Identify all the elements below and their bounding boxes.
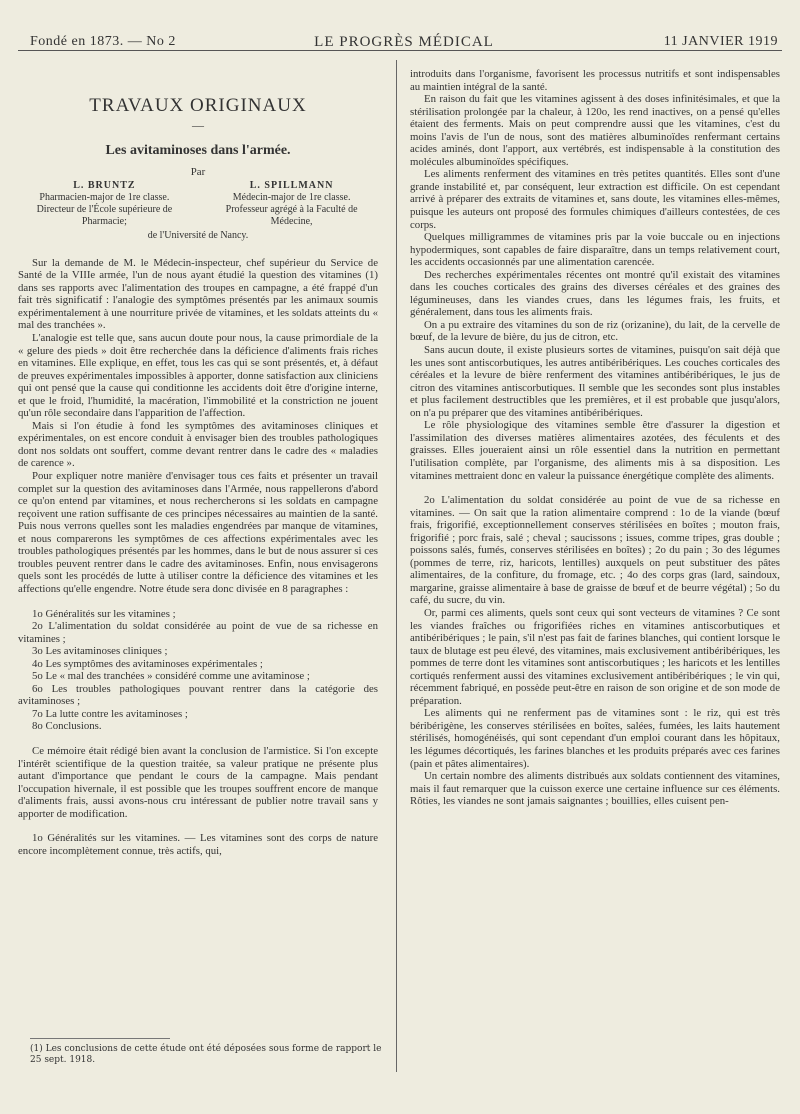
paragraph: L'analogie est telle que, sans aucun doute pour nous, la cause primordiale de la « gelure des pieds » doit être recherchée dans la déficience d'aliments frais riches en vitamines. Elle explique, en effet, tous les cas qui se sont présentés, et, à défaut de preuves expérimentales impossibles à apporter, donne satisfaction aux cliniciens qui ont pensé que la cause qui conditionne les accidents doit être d'origine interne, et que le froid, l'humidité, la macération, l'immobilité et la constriction ne jouent qu'un rôle secondaire dans l'apparition de l'affection. <box>18 332 378 420</box>
paragraph: Les aliments renferment des vitamines en très petites quantités. Elles sont d'une grande instabilité et, par conséquent, leur extraction est difficile. On est cependant arrivé à préparer des extraits de vitamines et, sans doute, les vitamines elles-mêmes, puisque les auteurs ont proposé des formules chimiques d'ailleurs contestées, de ces corps. <box>410 168 780 231</box>
authors <box>18 180 378 228</box>
section-dash: — <box>192 117 204 132</box>
footnote-rule <box>30 1038 170 1039</box>
list-item: 3o Les avitaminoses cliniques ; <box>32 645 168 658</box>
author-name: L. BRUNTZ <box>73 180 136 192</box>
paragraph: Le rôle physiologique des vitamines semble être d'assurer la digestion et l'assimilation des diverses matières alimentaires azotées, des féculents et des graisses. Elles joueraient ainsi un rôle essentiel dans la nutrition en permettant l'utilisation complète, par l'organisme, des aliments mis à sa disposition. Les vitamines mettraient donc en valeur la puissance énergétique complète des aliments. <box>410 419 780 482</box>
outline-list <box>18 608 378 733</box>
paragraph: Quelques milligrammes de vitamines pris par la voie buccale ou en injections hypodermiques, sont capables de faire disparaître, dans un temps relativement court, les accidents occasionnés par une alimentation carencée. <box>410 231 780 269</box>
header-rule <box>18 50 782 51</box>
author-title: Professeur agrégé à la Faculté de Médecine, <box>225 204 358 228</box>
paragraph: Sur la demande de M. le Médecin-inspecteur, chef supérieur du Service de Santé de la VIIIe armée, l'un de nous ayant étudié la question des vitamines (1) dans ses rapports avec l'alimentation des troupes en campagne, a été frappé d'un fait très significatif : l'analogie des symptômes présentés par les animaux soumis expérimentalement à une nourriture privée de vitamines, et les soldats atteints du « mal des tranchées ». <box>18 256 378 332</box>
paragraph: Des recherches expérimentales récentes ont montré qu'il existait des vitamines dans les couches corticales des grains des diverses céréales et des graines des légumineuses, dans les viandes crues, dans les légumes frais, les fruits, et généralement, dans tous les aliments frais. <box>410 268 780 319</box>
paragraph: Mais si l'on étudie à fond les symptômes des avitaminoses cliniques et expérimentales, on est encore conduit à envisager bien des troubles pathologiques dont nos soldats ont souffert, comme devant rentrer dans le cadre des « maladies de carence ». <box>18 419 378 470</box>
author-title: Pharmacien-major de 1re classe. <box>39 192 170 204</box>
list-item: 5o Le « mal des tranchées » considéré comme une avitaminose ; <box>32 670 310 683</box>
author-title: Directeur de l'École supérieure de Pharmacie; <box>36 204 173 228</box>
list-item: 8o Conclusions. <box>32 720 102 733</box>
paragraph: Les aliments qui ne renferment pas de vitamines sont : le riz, qui est très béribérigène, les conserves stérilisées en boîtes, salées, fumées, les laits hautement stérilisés, homogénéisés, qui sont cependant d'un emploi courant dans les hôpitaux, les légumes décortiqués, les farines blanches et les produits préparés avec ces farines (pain et pâtes alimentaires). <box>410 707 780 770</box>
paragraph: En raison du fait que les vitamines agissent à des doses infinitésimales, et que la stérilisation prolongée par la chaleur, à 120o, les rend inactives, on a pensé qu'elles étaient des ferments. Mais on peut comprendre aussi que les vitamines, c'est du moins l'avis de l'un de nous, sont des matières albuminoïdes renfermant certains acides aminés, dont l'apport, aux vertébrés, est indispensable à la constitution des molécules albuminoïdes spécifiques. <box>410 93 780 168</box>
right-column <box>410 68 780 808</box>
university: de l'Université de Nancy. <box>147 230 249 242</box>
author-title: Médecin-major de 1re classe. <box>232 192 351 204</box>
paragraph: Un certain nombre des aliments distribués aux soldats contiennent des vitamines, mais il faut remarquer que la cuisson exerce une certaine influence sur ces éléments. Rôties, les viandes ne sont jamais saignantes ; bouillies, elles cuisent pen- <box>410 770 780 808</box>
footnote: (1) Les conclusions de cette étude ont été déposées sous forme de rapport le 25 sept. 1918. <box>30 1044 382 1065</box>
paragraph: Sans aucun doute, il existe plusieurs sortes de vitamines, puisqu'on sait déjà que les unes sont antiscorbutiques, les autres antibéribériques. Les couches corticales des céréales et la levure de bière renferment des vitamines antibéribériques, le jus de citron des vitamines antiscorbutiques. Il semble que les secondes sont plus instables et plus facilement destructibles que les premières, et il est probable que jusqu'alors, on n'a pu préparer que des vitamines antibéribériques. <box>410 344 780 419</box>
author-spillmann <box>205 180 378 228</box>
author-name: L. SPILLMANN <box>249 180 334 192</box>
paragraph: Or, parmi ces aliments, quels sont ceux qui sont vecteurs de vitamines ? Ce sont les viandes fraîches ou frigorifiées riches en vitamines antiscorbutiques et antibéribériques ; le pain, s'il n'est pas fait de farines blanches, qui contient lorsque le taux de blutage est peu élevé, des vitamines, mais exclusivement antibéribériques, les pommes de terre dont les vitamines sont antiscorbutiques ; les haricots et les lentilles cortiqués renferment aussi des vitamines exclusivement antibéribériques ; le vin qui, récemment fabriqué, en possède peut-être en raison de son origine et de son mode de préparation. <box>410 606 780 707</box>
paragraph: introduits dans l'organisme, favorisent les processus nutritifs et sont indispensables au maintien intégral de la santé. <box>410 68 780 93</box>
list-item: 6o Les troubles pathologiques pouvant rentrer dans la catégorie des avitaminoses ; <box>18 682 378 708</box>
paragraph: Ce mémoire était rédigé bien avant la conclusion de l'armistice. Si l'on excepte l'intérêt scientifique de la question traitée, sa valeur pratique ne présente plus autant d'importance que pendant le cours de la campagne. Mais pendant l'occupation hivernale, il est possible que les troupes souffrent encore de manque d'aliments frais, aussi avons-nous cru intéressant de publier notre travail sans y apporter de modification. <box>18 744 378 820</box>
paragraph: Pour expliquer notre manière d'envisager tous ces faits et présenter un travail complet sur la question des avitaminoses dans l'Armée, nous rappellerons d'abord ce qu'on entend par vitamines, et nous rechercherons si les soldats en campagne reçoivent une ration suffisante de ces principes nécessaires au maintien de la santé. Puis nous verrons quelles sont les maladies engendrées par manque de vitamines, et nous comparerons les symptômes de ces affections expérimentales avec les troubles pathologiques présentés par les hommes, dans le but de nous assurer si ces troubles peuvent rentrer dans le cadre des avitaminoses. Enfin, nous envisagerons quels sont les procédés de lutte à utiliser contre la déficience des vitamines et les affections qu'elle engendre. Notre étude sera donc divisée en 8 paragraphes : <box>18 470 378 595</box>
list-item: 2o L'alimentation du soldat considérée au point de vue de sa richesse en vitamines ; <box>18 620 378 645</box>
left-column <box>18 58 378 857</box>
paragraph: 1o Généralités sur les vitamines. — Les vitamines sont des corps de nature encore incomplètement connue, très actifs, qui, <box>18 832 378 857</box>
section-title: TRAVAUX ORIGINAUX <box>89 95 307 116</box>
column-divider <box>396 60 397 1072</box>
founded-line: Fondé en 1873. — No 2 <box>30 34 176 49</box>
list-item: 4o Les symptômes des avitaminoses expérimentales ; <box>32 657 263 670</box>
paragraph: On a pu extraire des vitamines du son de riz (orizanine), du lait, de la cervelle de bœuf, de la levure de bière, du jus de citron, etc. <box>410 318 780 344</box>
list-item: 7o La lutte contre les avitaminoses ; <box>32 707 188 720</box>
paragraph: 2o L'alimentation du soldat considérée au point de vue de sa richesse en vitamines. — On sait que la ration alimentaire comprend : 1o de la viande (bœuf frais, frigorifié, exceptionnellement conserves stérilisées en boîtes ; mouton frais, frigorifié ; porc frais, salé ; cheval ; saucissons ; issues, comme tripes, gras double ; poissons salés, fumés, conserves stérilisées en boîtes) ; 2o du pain ; 3o des légumes (pommes de terre, riz, haricots, lentilles) auxquels on peut substituer des pâtes alimentaires, de la confiture, du fromage, etc. ; 4o des corps gras (lard, saindoux, margarine, graisse alimentaire à base de graisse de bœuf et de beurre végétal) ; 5o du café, du sucre, du vin. <box>410 494 780 607</box>
issue-date: 11 JANVIER 1919 <box>663 34 778 49</box>
article-title: Les avitaminoses dans l'armée. <box>105 143 291 159</box>
by-line: Par <box>190 165 206 178</box>
author-bruntz <box>18 180 191 228</box>
list-item: 1o Généralités sur les vitamines ; <box>32 607 176 620</box>
journal-title: LE PROGRÈS MÉDICAL <box>314 34 494 50</box>
